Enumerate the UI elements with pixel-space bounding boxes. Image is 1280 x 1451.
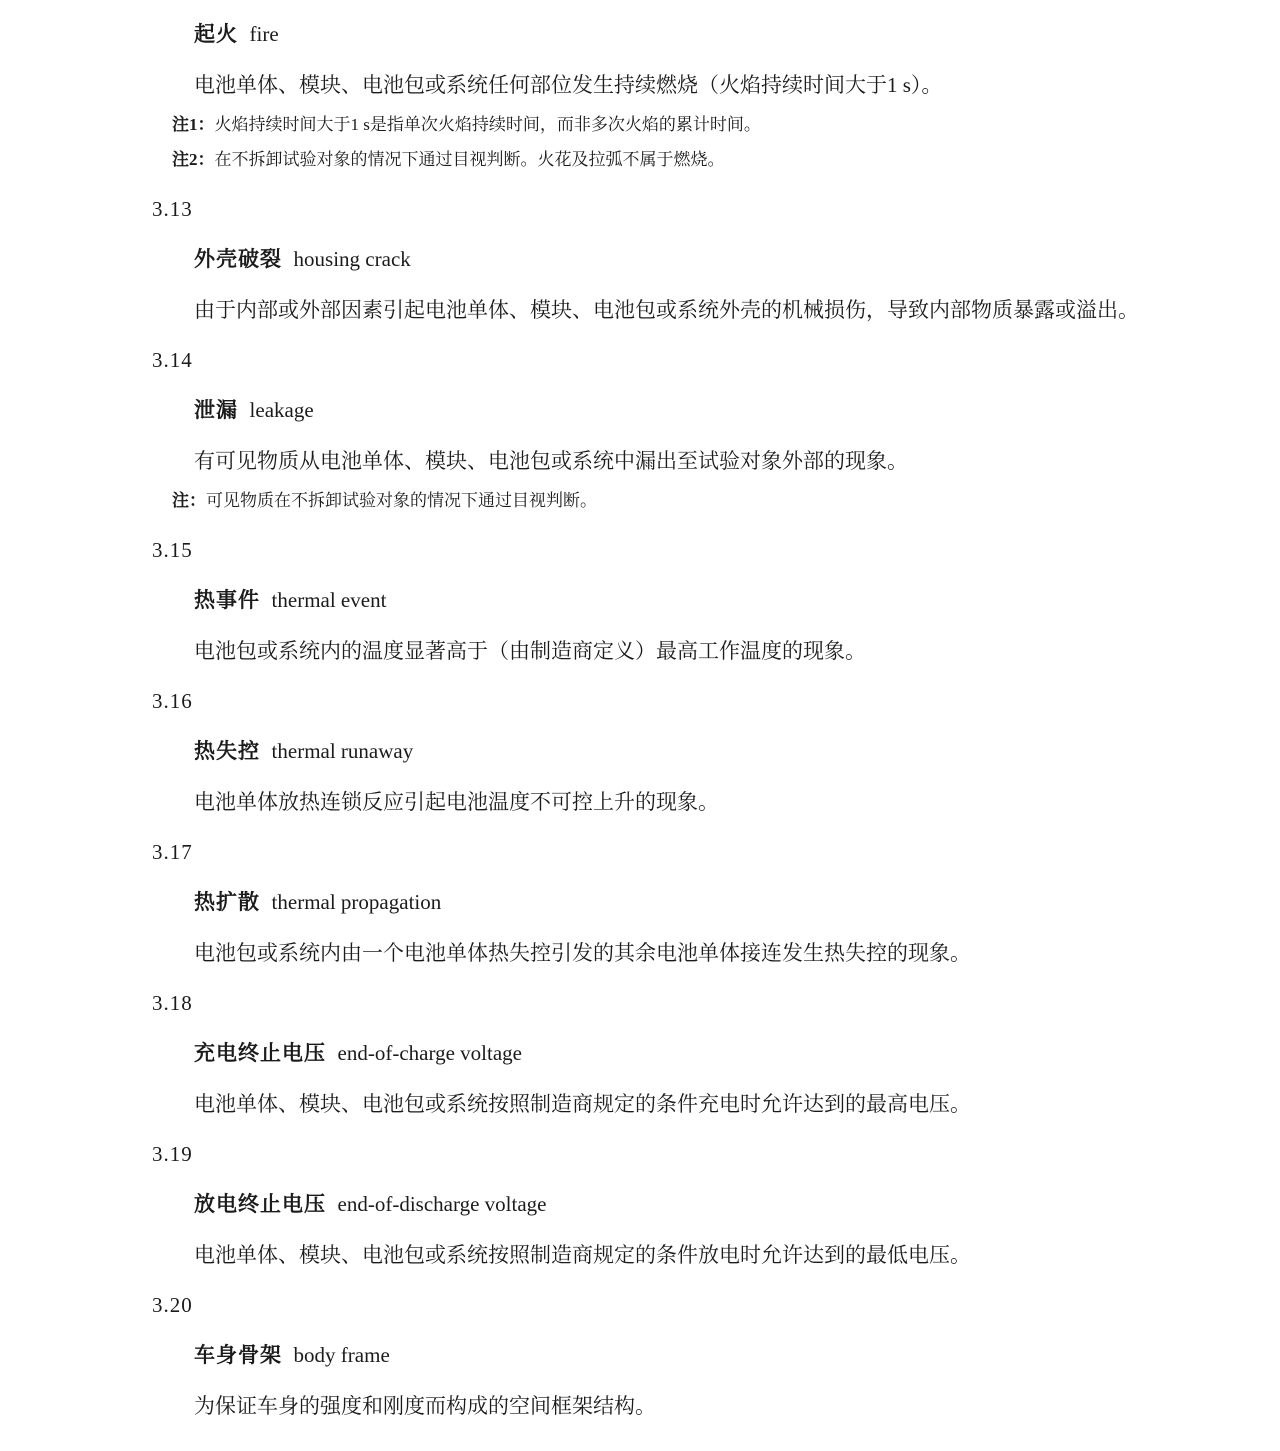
- term-definition: 由于内部或外部因素引起电池单体、模块、电池包或系统外壳的机械损伤，导致内部物质暴露或溢出。: [194, 298, 1139, 322]
- term-heading: [194, 1036, 1140, 1071]
- term-section: [152, 192, 1140, 328]
- term-definition: 电池单体、模块、电池包或系统按照制造商规定的条件放电时允许达到的最低电压。: [194, 1243, 971, 1267]
- clause-number: 3.13: [152, 197, 193, 221]
- term-section: [152, 17, 1140, 177]
- term-heading: [194, 17, 1140, 52]
- term-definition: 为保证车身的强度和刚度而构成的空间框架结构。: [194, 1394, 656, 1418]
- note-text: 火焰持续时间大于1 s是指单次火焰持续时间，而非多次火焰的累计时间。: [214, 115, 761, 134]
- clause-number: 3.17: [152, 840, 193, 864]
- term-zh: 热扩散: [194, 890, 260, 914]
- term-zh: 外壳破裂: [194, 247, 282, 271]
- note-label: 注1：: [172, 115, 215, 134]
- term-en: housing crack: [293, 247, 411, 271]
- term-zh: 泄漏: [194, 398, 238, 422]
- term-en: end-of-discharge voltage: [337, 1192, 547, 1216]
- term-section: [152, 1288, 1140, 1424]
- term-note: [172, 483, 1140, 518]
- term-definition: 电池包或系统内的温度显著高于（由制造商定义）最高工作温度的现象。: [194, 639, 866, 663]
- term-zh: 起火: [194, 22, 238, 46]
- term-heading: [194, 242, 1140, 277]
- term-en: fire: [249, 22, 279, 46]
- term-heading: [194, 583, 1140, 618]
- clause-number: 3.16: [152, 689, 193, 713]
- term-heading: [194, 1187, 1140, 1222]
- clause-number: 3.14: [152, 348, 193, 372]
- term-note: [172, 107, 1140, 142]
- note-label: 注2：: [172, 150, 215, 169]
- term-en: thermal event: [271, 588, 387, 612]
- clause-number: 3.19: [152, 1142, 193, 1166]
- clause-number: 3.18: [152, 991, 193, 1015]
- term-section: [152, 1137, 1140, 1273]
- term-section: [152, 684, 1140, 820]
- term-en: thermal propagation: [271, 890, 442, 914]
- term-heading: [194, 885, 1140, 920]
- term-zh: 车身骨架: [194, 1343, 282, 1367]
- clause-number: 3.15: [152, 538, 193, 562]
- note-text: 可见物质在不拆卸试验对象的情况下通过目视判断。: [206, 491, 597, 510]
- term-definition: 电池单体、模块、电池包或系统按照制造商规定的条件充电时允许达到的最高电压。: [194, 1092, 971, 1116]
- note-text: 在不拆卸试验对象的情况下通过目视判断。火花及拉弧不属于燃烧。: [214, 150, 725, 169]
- term-zh: 放电终止电压: [194, 1192, 326, 1216]
- term-note: [172, 142, 1140, 177]
- term-definition: 电池单体放热连锁反应引起电池温度不可控上升的现象。: [194, 790, 719, 814]
- term-en: body frame: [293, 1343, 390, 1367]
- term-heading: [194, 734, 1140, 769]
- term-heading: [194, 393, 1140, 428]
- term-definition: 有可见物质从电池单体、模块、电池包或系统中漏出至试验对象外部的现象。: [194, 449, 908, 473]
- term-en: thermal runaway: [271, 739, 414, 763]
- term-section: [152, 533, 1140, 669]
- term-zh: 热失控: [194, 739, 260, 763]
- term-en: end-of-charge voltage: [337, 1041, 522, 1065]
- term-section: [152, 343, 1140, 518]
- clause-number: 3.20: [152, 1293, 193, 1317]
- term-section: [152, 986, 1140, 1122]
- note-label: 注：: [172, 491, 206, 510]
- term-definition: 电池单体、模块、电池包或系统任何部位发生持续燃烧（火焰持续时间大于1 s）。: [194, 73, 943, 97]
- term-zh: 充电终止电压: [194, 1041, 326, 1065]
- term-en: leakage: [249, 398, 314, 422]
- term-heading: [194, 1338, 1140, 1373]
- term-definition: 电池包或系统内由一个电池单体热失控引发的其余电池单体接连发生热失控的现象。: [194, 941, 971, 965]
- term-section: [152, 835, 1140, 971]
- term-zh: 热事件: [194, 588, 260, 612]
